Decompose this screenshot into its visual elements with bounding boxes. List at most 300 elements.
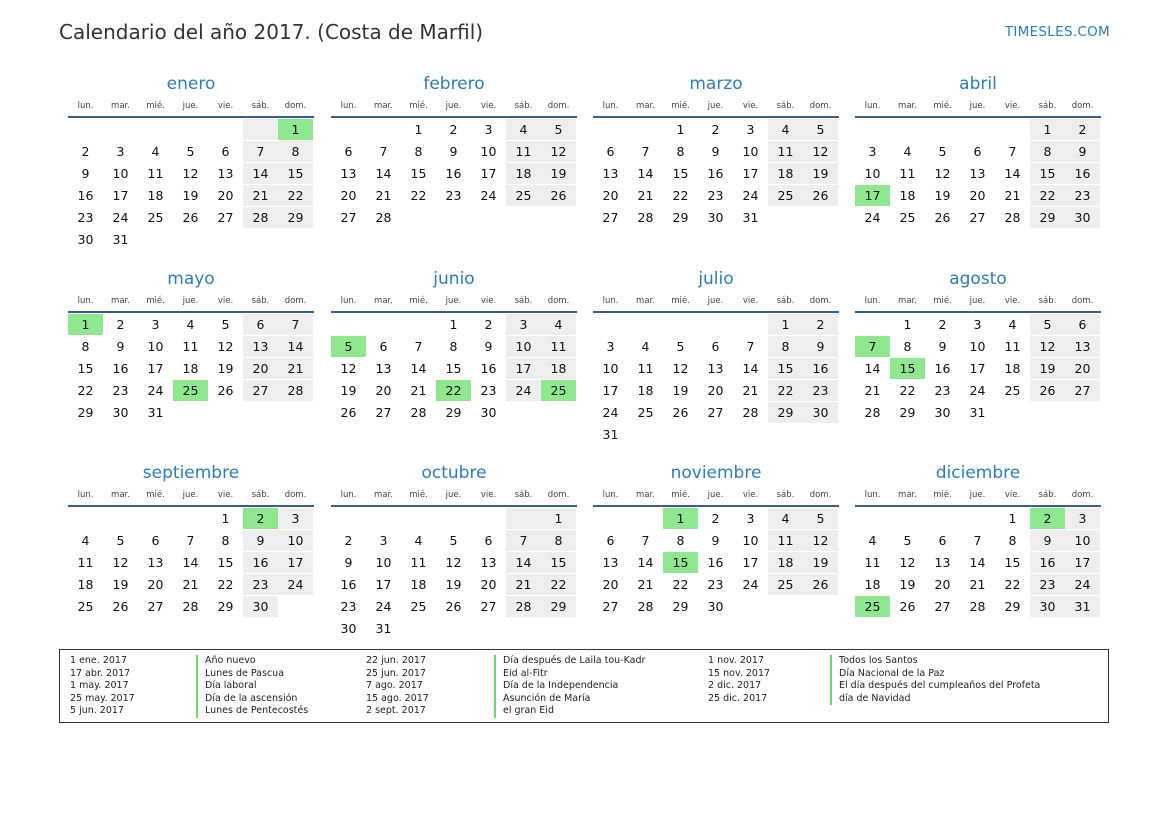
day-cell[interactable]: 22 [410, 188, 427, 203]
day-cell[interactable]: 14 [742, 361, 759, 376]
day-cell[interactable]: 19 [803, 552, 838, 573]
day-cell[interactable]: 4 [414, 533, 423, 548]
day-cell[interactable]: 24 [602, 405, 619, 420]
day-cell[interactable]: 8 [676, 144, 685, 159]
day-cell[interactable]: 6 [606, 533, 615, 548]
day-cell[interactable]: 5 [803, 119, 838, 140]
day-cell[interactable]: 8 [676, 533, 685, 548]
day-cell[interactable]: 26 [340, 405, 357, 420]
day-cell[interactable]: 15 [445, 361, 462, 376]
day-cell[interactable]: 26 [672, 405, 689, 420]
day-cell[interactable]: 26 [445, 599, 462, 614]
day-cell[interactable]: 6 [344, 144, 353, 159]
day-cell[interactable]: 14 [278, 336, 313, 357]
day-cell[interactable]: 28 [410, 405, 427, 420]
day-cell[interactable]: 9 [1065, 141, 1100, 162]
day-cell[interactable]: 7 [278, 314, 313, 335]
day-cell[interactable]: 11 [410, 555, 427, 570]
day-cell[interactable]: 1 [449, 317, 458, 332]
day-cell[interactable]: 4 [541, 314, 576, 335]
day-cell[interactable]: 4 [768, 508, 803, 529]
day-cell[interactable]: 25 [77, 599, 94, 614]
day-cell[interactable]: 29 [217, 599, 234, 614]
day-cell[interactable]: 7 [746, 339, 755, 354]
day-cell[interactable]: 23 [480, 383, 497, 398]
day-cell[interactable]: 4 [768, 119, 803, 140]
day-cell[interactable]: 9 [711, 144, 720, 159]
day-cell[interactable]: 19 [541, 163, 576, 184]
day-cell[interactable]: 29 [77, 405, 94, 420]
day-cell[interactable]: 27 [602, 599, 619, 614]
day-cell[interactable]: 9 [116, 339, 125, 354]
day-cell[interactable]: 9 [1030, 530, 1065, 551]
day-cell[interactable]: 2 [1065, 119, 1100, 140]
day-cell[interactable]: 6 [221, 144, 230, 159]
day-cell[interactable]: 27 [969, 210, 986, 225]
day-cell[interactable]: 23 [934, 383, 951, 398]
day-cell[interactable]: 8 [449, 339, 458, 354]
day-cell[interactable]: 11 [899, 166, 916, 181]
day-cell[interactable]: 12 [541, 141, 576, 162]
day-cell[interactable]: 8 [541, 530, 576, 551]
day-cell[interactable]: 10 [1065, 530, 1100, 551]
day-cell[interactable]: 7 [243, 141, 278, 162]
day-cell[interactable]: 16 [445, 166, 462, 181]
day-cell[interactable]: 30 [480, 405, 497, 420]
day-cell[interactable]: 25 [410, 599, 427, 614]
day-cell[interactable]: 28 [864, 405, 881, 420]
site-link[interactable]: TIMESLES.COM [1004, 24, 1110, 40]
day-cell[interactable]: 23 [112, 383, 129, 398]
day-cell[interactable]: 23 [707, 577, 724, 592]
day-cell[interactable]: 20 [375, 383, 392, 398]
day-cell[interactable]: 6 [151, 533, 160, 548]
day-cell[interactable]: 12 [445, 555, 462, 570]
day-cell[interactable]: 26 [217, 383, 234, 398]
day-cell[interactable]: 25 [541, 380, 576, 401]
day-cell[interactable]: 15 [541, 552, 576, 573]
day-cell[interactable]: 7 [506, 530, 541, 551]
day-cell[interactable]: 23 [445, 188, 462, 203]
day-cell[interactable]: 18 [899, 188, 916, 203]
day-cell[interactable]: 1 [676, 122, 685, 137]
day-cell[interactable]: 30 [1065, 207, 1100, 228]
day-cell[interactable]: 1 [278, 119, 313, 140]
day-cell[interactable]: 14 [375, 166, 392, 181]
day-cell[interactable]: 27 [480, 599, 497, 614]
day-cell[interactable]: 31 [375, 621, 392, 636]
day-cell[interactable]: 9 [243, 530, 278, 551]
day-cell[interactable]: 17 [480, 166, 497, 181]
day-cell[interactable]: 9 [484, 339, 493, 354]
day-cell[interactable]: 28 [637, 599, 654, 614]
day-cell[interactable]: 8 [278, 141, 313, 162]
day-cell[interactable]: 28 [742, 405, 759, 420]
day-cell[interactable]: 5 [938, 144, 947, 159]
day-cell[interactable]: 13 [243, 336, 278, 357]
day-cell[interactable]: 3 [484, 122, 493, 137]
day-cell[interactable]: 26 [112, 599, 129, 614]
day-cell[interactable]: 4 [868, 533, 877, 548]
day-cell[interactable]: 27 [707, 405, 724, 420]
day-cell[interactable]: 17 [1065, 552, 1100, 573]
day-cell[interactable]: 5 [116, 533, 125, 548]
day-cell[interactable]: 4 [1008, 317, 1017, 332]
day-cell[interactable]: 25 [637, 405, 654, 420]
day-cell[interactable]: 18 [541, 358, 576, 379]
day-cell[interactable]: 15 [672, 166, 689, 181]
day-cell[interactable]: 15 [1030, 163, 1065, 184]
day-cell[interactable]: 20 [243, 358, 278, 379]
day-cell[interactable]: 21 [969, 577, 986, 592]
day-cell[interactable]: 4 [641, 339, 650, 354]
day-cell[interactable]: 15 [278, 163, 313, 184]
day-cell[interactable]: 17 [602, 383, 619, 398]
day-cell[interactable]: 21 [637, 188, 654, 203]
day-cell[interactable]: 2 [243, 508, 278, 529]
day-cell[interactable]: 8 [1008, 533, 1017, 548]
day-cell[interactable]: 5 [903, 533, 912, 548]
day-cell[interactable]: 21 [864, 383, 881, 398]
day-cell[interactable]: 18 [410, 577, 427, 592]
day-cell[interactable]: 27 [1065, 380, 1100, 401]
day-cell[interactable]: 24 [375, 599, 392, 614]
day-cell[interactable]: 31 [147, 405, 164, 420]
day-cell[interactable]: 27 [243, 380, 278, 401]
day-cell[interactable]: 12 [934, 166, 951, 181]
day-cell[interactable]: 9 [938, 339, 947, 354]
day-cell[interactable]: 9 [803, 336, 838, 357]
day-cell[interactable]: 16 [112, 361, 129, 376]
day-cell[interactable]: 23 [340, 599, 357, 614]
day-cell[interactable]: 16 [707, 166, 724, 181]
day-cell[interactable]: 10 [147, 339, 164, 354]
day-cell[interactable]: 31 [1065, 596, 1100, 617]
day-cell[interactable]: 12 [112, 555, 129, 570]
day-cell[interactable]: 24 [742, 188, 759, 203]
day-cell[interactable]: 24 [112, 210, 129, 225]
day-cell[interactable]: 27 [217, 210, 234, 225]
day-cell[interactable]: 28 [637, 210, 654, 225]
day-cell[interactable]: 30 [934, 405, 951, 420]
day-cell[interactable]: 21 [506, 574, 541, 595]
day-cell[interactable]: 10 [506, 336, 541, 357]
day-cell[interactable]: 1 [1030, 119, 1065, 140]
day-cell[interactable]: 18 [77, 577, 94, 592]
day-cell[interactable]: 16 [803, 358, 838, 379]
day-cell[interactable]: 19 [899, 577, 916, 592]
day-cell[interactable]: 27 [340, 210, 357, 225]
day-cell[interactable]: 31 [969, 405, 986, 420]
day-cell[interactable]: 30 [340, 621, 357, 636]
day-cell[interactable]: 25 [1004, 383, 1021, 398]
day-cell[interactable]: 16 [243, 552, 278, 573]
day-cell[interactable]: 18 [864, 577, 881, 592]
day-cell[interactable]: 3 [379, 533, 388, 548]
day-cell[interactable]: 25 [899, 210, 916, 225]
day-cell[interactable]: 25 [855, 596, 890, 617]
day-cell[interactable]: 13 [480, 555, 497, 570]
day-cell[interactable]: 22 [541, 574, 576, 595]
day-cell[interactable]: 3 [506, 314, 541, 335]
day-cell[interactable]: 22 [672, 577, 689, 592]
day-cell[interactable]: 22 [672, 188, 689, 203]
day-cell[interactable]: 11 [541, 336, 576, 357]
day-cell[interactable]: 28 [375, 210, 392, 225]
day-cell[interactable]: 20 [480, 577, 497, 592]
day-cell[interactable]: 24 [1065, 574, 1100, 595]
day-cell[interactable]: 17 [855, 185, 890, 206]
day-cell[interactable]: 13 [1065, 336, 1100, 357]
day-cell[interactable]: 17 [375, 577, 392, 592]
day-cell[interactable]: 26 [803, 185, 838, 206]
day-cell[interactable]: 17 [147, 361, 164, 376]
day-cell[interactable]: 26 [1030, 380, 1065, 401]
day-cell[interactable]: 12 [217, 339, 234, 354]
day-cell[interactable]: 11 [182, 339, 199, 354]
day-cell[interactable]: 25 [768, 185, 803, 206]
day-cell[interactable]: 30 [803, 402, 838, 423]
day-cell[interactable]: 25 [768, 574, 803, 595]
day-cell[interactable]: 19 [217, 361, 234, 376]
day-cell[interactable]: 1 [541, 508, 576, 529]
day-cell[interactable]: 13 [147, 555, 164, 570]
day-cell[interactable]: 25 [506, 185, 541, 206]
day-cell[interactable]: 22 [77, 383, 94, 398]
day-cell[interactable]: 13 [217, 166, 234, 181]
day-cell[interactable]: 20 [934, 577, 951, 592]
day-cell[interactable]: 19 [934, 188, 951, 203]
day-cell[interactable]: 31 [602, 427, 619, 442]
day-cell[interactable]: 3 [278, 508, 313, 529]
day-cell[interactable]: 2 [116, 317, 125, 332]
day-cell[interactable]: 23 [803, 380, 838, 401]
day-cell[interactable]: 17 [278, 552, 313, 573]
day-cell[interactable]: 7 [379, 144, 388, 159]
day-cell[interactable]: 13 [707, 361, 724, 376]
day-cell[interactable]: 5 [221, 317, 230, 332]
day-cell[interactable]: 3 [746, 122, 755, 137]
day-cell[interactable]: 1 [68, 314, 103, 335]
day-cell[interactable]: 19 [672, 383, 689, 398]
day-cell[interactable]: 4 [186, 317, 195, 332]
day-cell[interactable]: 23 [1065, 185, 1100, 206]
day-cell[interactable]: 14 [969, 555, 986, 570]
day-cell[interactable]: 20 [602, 188, 619, 203]
day-cell[interactable]: 1 [1008, 511, 1017, 526]
day-cell[interactable]: 12 [1030, 336, 1065, 357]
day-cell[interactable]: 20 [147, 577, 164, 592]
day-cell[interactable]: 17 [506, 358, 541, 379]
day-cell[interactable]: 16 [934, 361, 951, 376]
day-cell[interactable]: 25 [147, 210, 164, 225]
day-cell[interactable]: 2 [449, 122, 458, 137]
day-cell[interactable]: 8 [221, 533, 230, 548]
day-cell[interactable]: 10 [864, 166, 881, 181]
day-cell[interactable]: 20 [340, 188, 357, 203]
day-cell[interactable]: 28 [506, 596, 541, 617]
day-cell[interactable]: 30 [707, 599, 724, 614]
day-cell[interactable]: 18 [768, 552, 803, 573]
day-cell[interactable]: 16 [707, 555, 724, 570]
day-cell[interactable]: 24 [278, 574, 313, 595]
day-cell[interactable]: 30 [112, 405, 129, 420]
day-cell[interactable]: 22 [768, 380, 803, 401]
day-cell[interactable]: 2 [938, 317, 947, 332]
day-cell[interactable]: 12 [672, 361, 689, 376]
day-cell[interactable]: 4 [151, 144, 160, 159]
day-cell[interactable]: 19 [182, 188, 199, 203]
day-cell[interactable]: 7 [414, 339, 423, 354]
day-cell[interactable]: 9 [449, 144, 458, 159]
day-cell[interactable]: 30 [1030, 596, 1065, 617]
day-cell[interactable]: 21 [637, 577, 654, 592]
day-cell[interactable]: 19 [1030, 358, 1065, 379]
day-cell[interactable]: 3 [606, 339, 615, 354]
day-cell[interactable]: 6 [243, 314, 278, 335]
day-cell[interactable]: 29 [1030, 207, 1065, 228]
day-cell[interactable]: 15 [77, 361, 94, 376]
day-cell[interactable]: 10 [602, 361, 619, 376]
day-cell[interactable]: 29 [672, 210, 689, 225]
day-cell[interactable]: 12 [803, 530, 838, 551]
day-cell[interactable]: 8 [1030, 141, 1065, 162]
day-cell[interactable]: 3 [116, 144, 125, 159]
day-cell[interactable]: 29 [1004, 599, 1021, 614]
day-cell[interactable]: 21 [182, 577, 199, 592]
day-cell[interactable]: 13 [375, 361, 392, 376]
day-cell[interactable]: 29 [541, 596, 576, 617]
day-cell[interactable]: 21 [375, 188, 392, 203]
day-cell[interactable]: 11 [1004, 339, 1021, 354]
day-cell[interactable]: 21 [742, 383, 759, 398]
day-cell[interactable]: 1 [663, 508, 698, 529]
day-cell[interactable]: 10 [742, 533, 759, 548]
day-cell[interactable]: 3 [151, 317, 160, 332]
day-cell[interactable]: 10 [742, 144, 759, 159]
day-cell[interactable]: 22 [1004, 577, 1021, 592]
day-cell[interactable]: 13 [934, 555, 951, 570]
day-cell[interactable]: 11 [768, 141, 803, 162]
day-cell[interactable]: 24 [147, 383, 164, 398]
day-cell[interactable]: 23 [707, 188, 724, 203]
day-cell[interactable]: 19 [445, 577, 462, 592]
day-cell[interactable]: 9 [344, 555, 353, 570]
day-cell[interactable]: 19 [112, 577, 129, 592]
day-cell[interactable]: 20 [707, 383, 724, 398]
day-cell[interactable]: 12 [803, 141, 838, 162]
day-cell[interactable]: 1 [414, 122, 423, 137]
day-cell[interactable]: 26 [803, 574, 838, 595]
day-cell[interactable]: 16 [1065, 163, 1100, 184]
day-cell[interactable]: 10 [375, 555, 392, 570]
day-cell[interactable]: 28 [1004, 210, 1021, 225]
day-cell[interactable]: 18 [506, 163, 541, 184]
day-cell[interactable]: 21 [410, 383, 427, 398]
day-cell[interactable]: 22 [217, 577, 234, 592]
day-cell[interactable]: 8 [768, 336, 803, 357]
day-cell[interactable]: 31 [112, 232, 129, 247]
day-cell[interactable]: 13 [602, 166, 619, 181]
day-cell[interactable]: 15 [663, 552, 698, 573]
day-cell[interactable]: 14 [1004, 166, 1021, 181]
day-cell[interactable]: 20 [602, 577, 619, 592]
day-cell[interactable]: 29 [899, 405, 916, 420]
day-cell[interactable]: 12 [899, 555, 916, 570]
day-cell[interactable]: 16 [340, 577, 357, 592]
day-cell[interactable]: 30 [243, 596, 278, 617]
day-cell[interactable]: 18 [1004, 361, 1021, 376]
day-cell[interactable]: 23 [243, 574, 278, 595]
day-cell[interactable]: 2 [344, 533, 353, 548]
day-cell[interactable]: 16 [1030, 552, 1065, 573]
day-cell[interactable]: 16 [77, 188, 94, 203]
day-cell[interactable]: 12 [340, 361, 357, 376]
day-cell[interactable]: 2 [484, 317, 493, 332]
day-cell[interactable]: 6 [938, 533, 947, 548]
day-cell[interactable]: 26 [541, 185, 576, 206]
day-cell[interactable]: 6 [379, 339, 388, 354]
day-cell[interactable]: 31 [742, 210, 759, 225]
day-cell[interactable]: 24 [506, 380, 541, 401]
day-cell[interactable]: 11 [864, 555, 881, 570]
day-cell[interactable]: 4 [81, 533, 90, 548]
day-cell[interactable]: 18 [768, 163, 803, 184]
day-cell[interactable]: 27 [934, 599, 951, 614]
day-cell[interactable]: 29 [672, 599, 689, 614]
day-cell[interactable]: 26 [182, 210, 199, 225]
day-cell[interactable]: 13 [340, 166, 357, 181]
day-cell[interactable]: 28 [243, 207, 278, 228]
day-cell[interactable]: 5 [676, 339, 685, 354]
day-cell[interactable]: 3 [746, 511, 755, 526]
day-cell[interactable]: 14 [182, 555, 199, 570]
day-cell[interactable]: 16 [480, 361, 497, 376]
day-cell[interactable]: 9 [711, 533, 720, 548]
day-cell[interactable]: 22 [899, 383, 916, 398]
day-cell[interactable]: 11 [77, 555, 94, 570]
day-cell[interactable]: 30 [707, 210, 724, 225]
day-cell[interactable]: 28 [182, 599, 199, 614]
day-cell[interactable]: 25 [173, 380, 208, 401]
day-cell[interactable]: 21 [1004, 188, 1021, 203]
day-cell[interactable]: 2 [1030, 508, 1065, 529]
day-cell[interactable]: 29 [278, 207, 313, 228]
day-cell[interactable]: 17 [742, 166, 759, 181]
day-cell[interactable]: 18 [147, 188, 164, 203]
day-cell[interactable]: 2 [81, 144, 90, 159]
day-cell[interactable]: 10 [278, 530, 313, 551]
day-cell[interactable]: 5 [449, 533, 458, 548]
day-cell[interactable]: 5 [1030, 314, 1065, 335]
day-cell[interactable]: 22 [436, 380, 471, 401]
day-cell[interactable]: 12 [182, 166, 199, 181]
day-cell[interactable]: 2 [711, 122, 720, 137]
day-cell[interactable]: 27 [375, 405, 392, 420]
day-cell[interactable]: 22 [1030, 185, 1065, 206]
day-cell[interactable]: 14 [410, 361, 427, 376]
day-cell[interactable]: 6 [606, 144, 615, 159]
day-cell[interactable]: 24 [969, 383, 986, 398]
day-cell[interactable]: 2 [711, 511, 720, 526]
day-cell[interactable]: 26 [934, 210, 951, 225]
day-cell[interactable]: 7 [1008, 144, 1017, 159]
day-cell[interactable]: 29 [768, 402, 803, 423]
day-cell[interactable]: 11 [506, 141, 541, 162]
day-cell[interactable]: 2 [803, 314, 838, 335]
day-cell[interactable]: 14 [637, 166, 654, 181]
day-cell[interactable]: 10 [112, 166, 129, 181]
